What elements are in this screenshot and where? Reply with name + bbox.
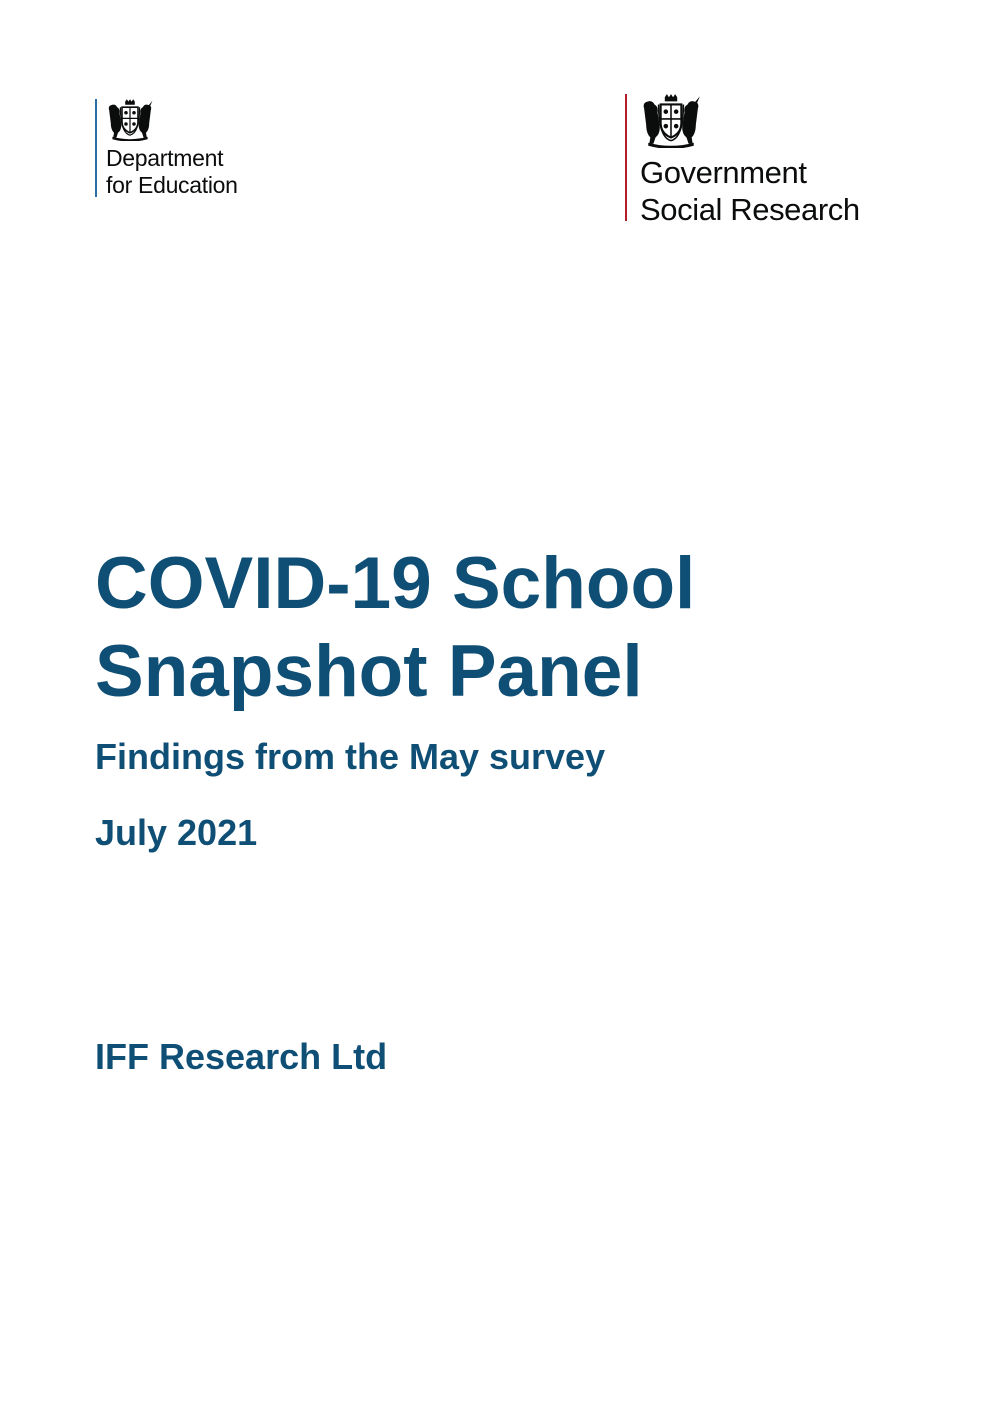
gsr-logo-line1: Government xyxy=(640,155,807,190)
gsr-logo-bar xyxy=(625,94,627,221)
report-author: IFF Research Ltd xyxy=(95,1036,388,1077)
report-title-line1: COVID-19 School xyxy=(95,543,696,624)
gsr-logo xyxy=(625,94,860,228)
royal-coat-of-arms-icon xyxy=(106,99,154,141)
report-title xyxy=(95,540,695,716)
royal-coat-of-arms-icon xyxy=(640,94,702,148)
dfe-logo-line1: Department xyxy=(106,145,224,171)
report-subtitle: Findings from the May survey xyxy=(95,736,606,777)
report-date: July 2021 xyxy=(95,812,258,853)
dfe-logo-bar xyxy=(95,99,97,197)
gsr-logo-line2: Social Research xyxy=(640,192,860,227)
report-title-line2: Snapshot Panel xyxy=(95,631,643,712)
dfe-logo xyxy=(95,99,238,199)
dfe-logo-line2: for Education xyxy=(106,172,238,198)
